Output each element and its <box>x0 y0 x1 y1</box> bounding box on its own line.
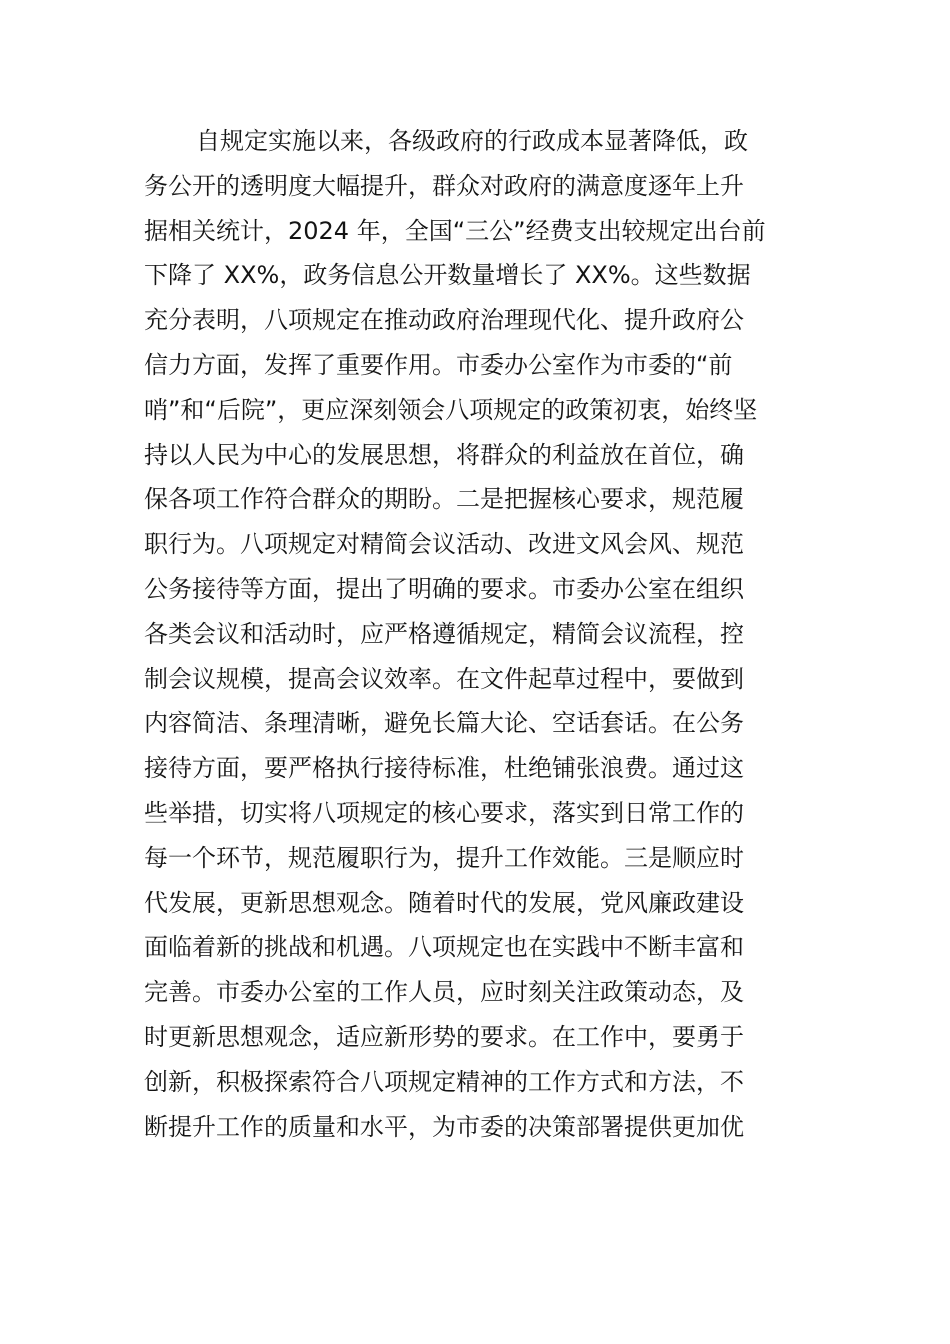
text-line: 完善。市委办公室的工作人员，应时刻关注政策动态，及 <box>144 978 744 1007</box>
text-line: 下降了 XX%，政务信息公开数量增长了 XX%。这些数据 <box>144 261 751 290</box>
text-line: 内容简洁、条理清晰，避免长篇大论、空话套话。在公务 <box>144 709 744 738</box>
text-line: 些举措，切实将八项规定的核心要求，落实到日常工作的 <box>144 798 744 827</box>
text-line: 面临着新的挑战和机遇。八项规定也在实践中不断丰富和 <box>144 933 744 962</box>
text-line: 保各项工作符合群众的期盼。二是把握核心要求，规范履 <box>144 485 744 514</box>
text-line: 自规定实施以来，各级政府的行政成本显著降低，政 <box>196 127 748 155</box>
text-line: 充分表明，八项规定在推动政府治理现代化、提升政府公 <box>144 306 744 335</box>
body-paragraph <box>144 119 824 1149</box>
text-line: 每一个环节，规范履职行为，提升工作效能。三是顺应时 <box>144 843 744 872</box>
text-line: 制会议规模，提高会议效率。在文件起草过程中，要做到 <box>144 664 744 693</box>
text-line: 断提升工作的质量和水平，为市委的决策部署提供更加优 <box>144 1112 744 1141</box>
text-line: 时更新思想观念，适应新形势的要求。在工作中，要勇于 <box>144 1022 744 1051</box>
text-line: 接待方面，要严格执行接待标准，杜绝铺张浪费。通过这 <box>144 754 744 783</box>
text-line: 持以人民为中心的发展思想，将群众的利益放在首位，确 <box>144 440 744 469</box>
text-line: 公务接待等方面，提出了明确的要求。市委办公室在组织 <box>144 574 744 603</box>
text-line: 代发展，更新思想观念。随着时代的发展，党风廉政建设 <box>144 888 744 917</box>
text-line: 创新，积极探索符合八项规定精神的工作方式和方法，不 <box>144 1067 744 1096</box>
text-line: 哨”和“后院”，更应深刻领会八项规定的政策初衷，始终坚 <box>144 395 758 424</box>
text-line: 信力方面，发挥了重要作用。市委办公室作为市委的“前 <box>144 350 733 379</box>
text-line: 职行为。八项规定对精简会议活动、改进文风会风、规范 <box>144 530 744 559</box>
text-line: 务公开的透明度大幅提升，群众对政府的满意度逐年上升 <box>144 171 744 200</box>
text-line: 据相关统计，2024 年，全国“三公”经费支出较规定出台前 <box>144 216 766 245</box>
text-line: 各类会议和活动时，应严格遵循规定，精简会议流程，控 <box>144 619 744 648</box>
